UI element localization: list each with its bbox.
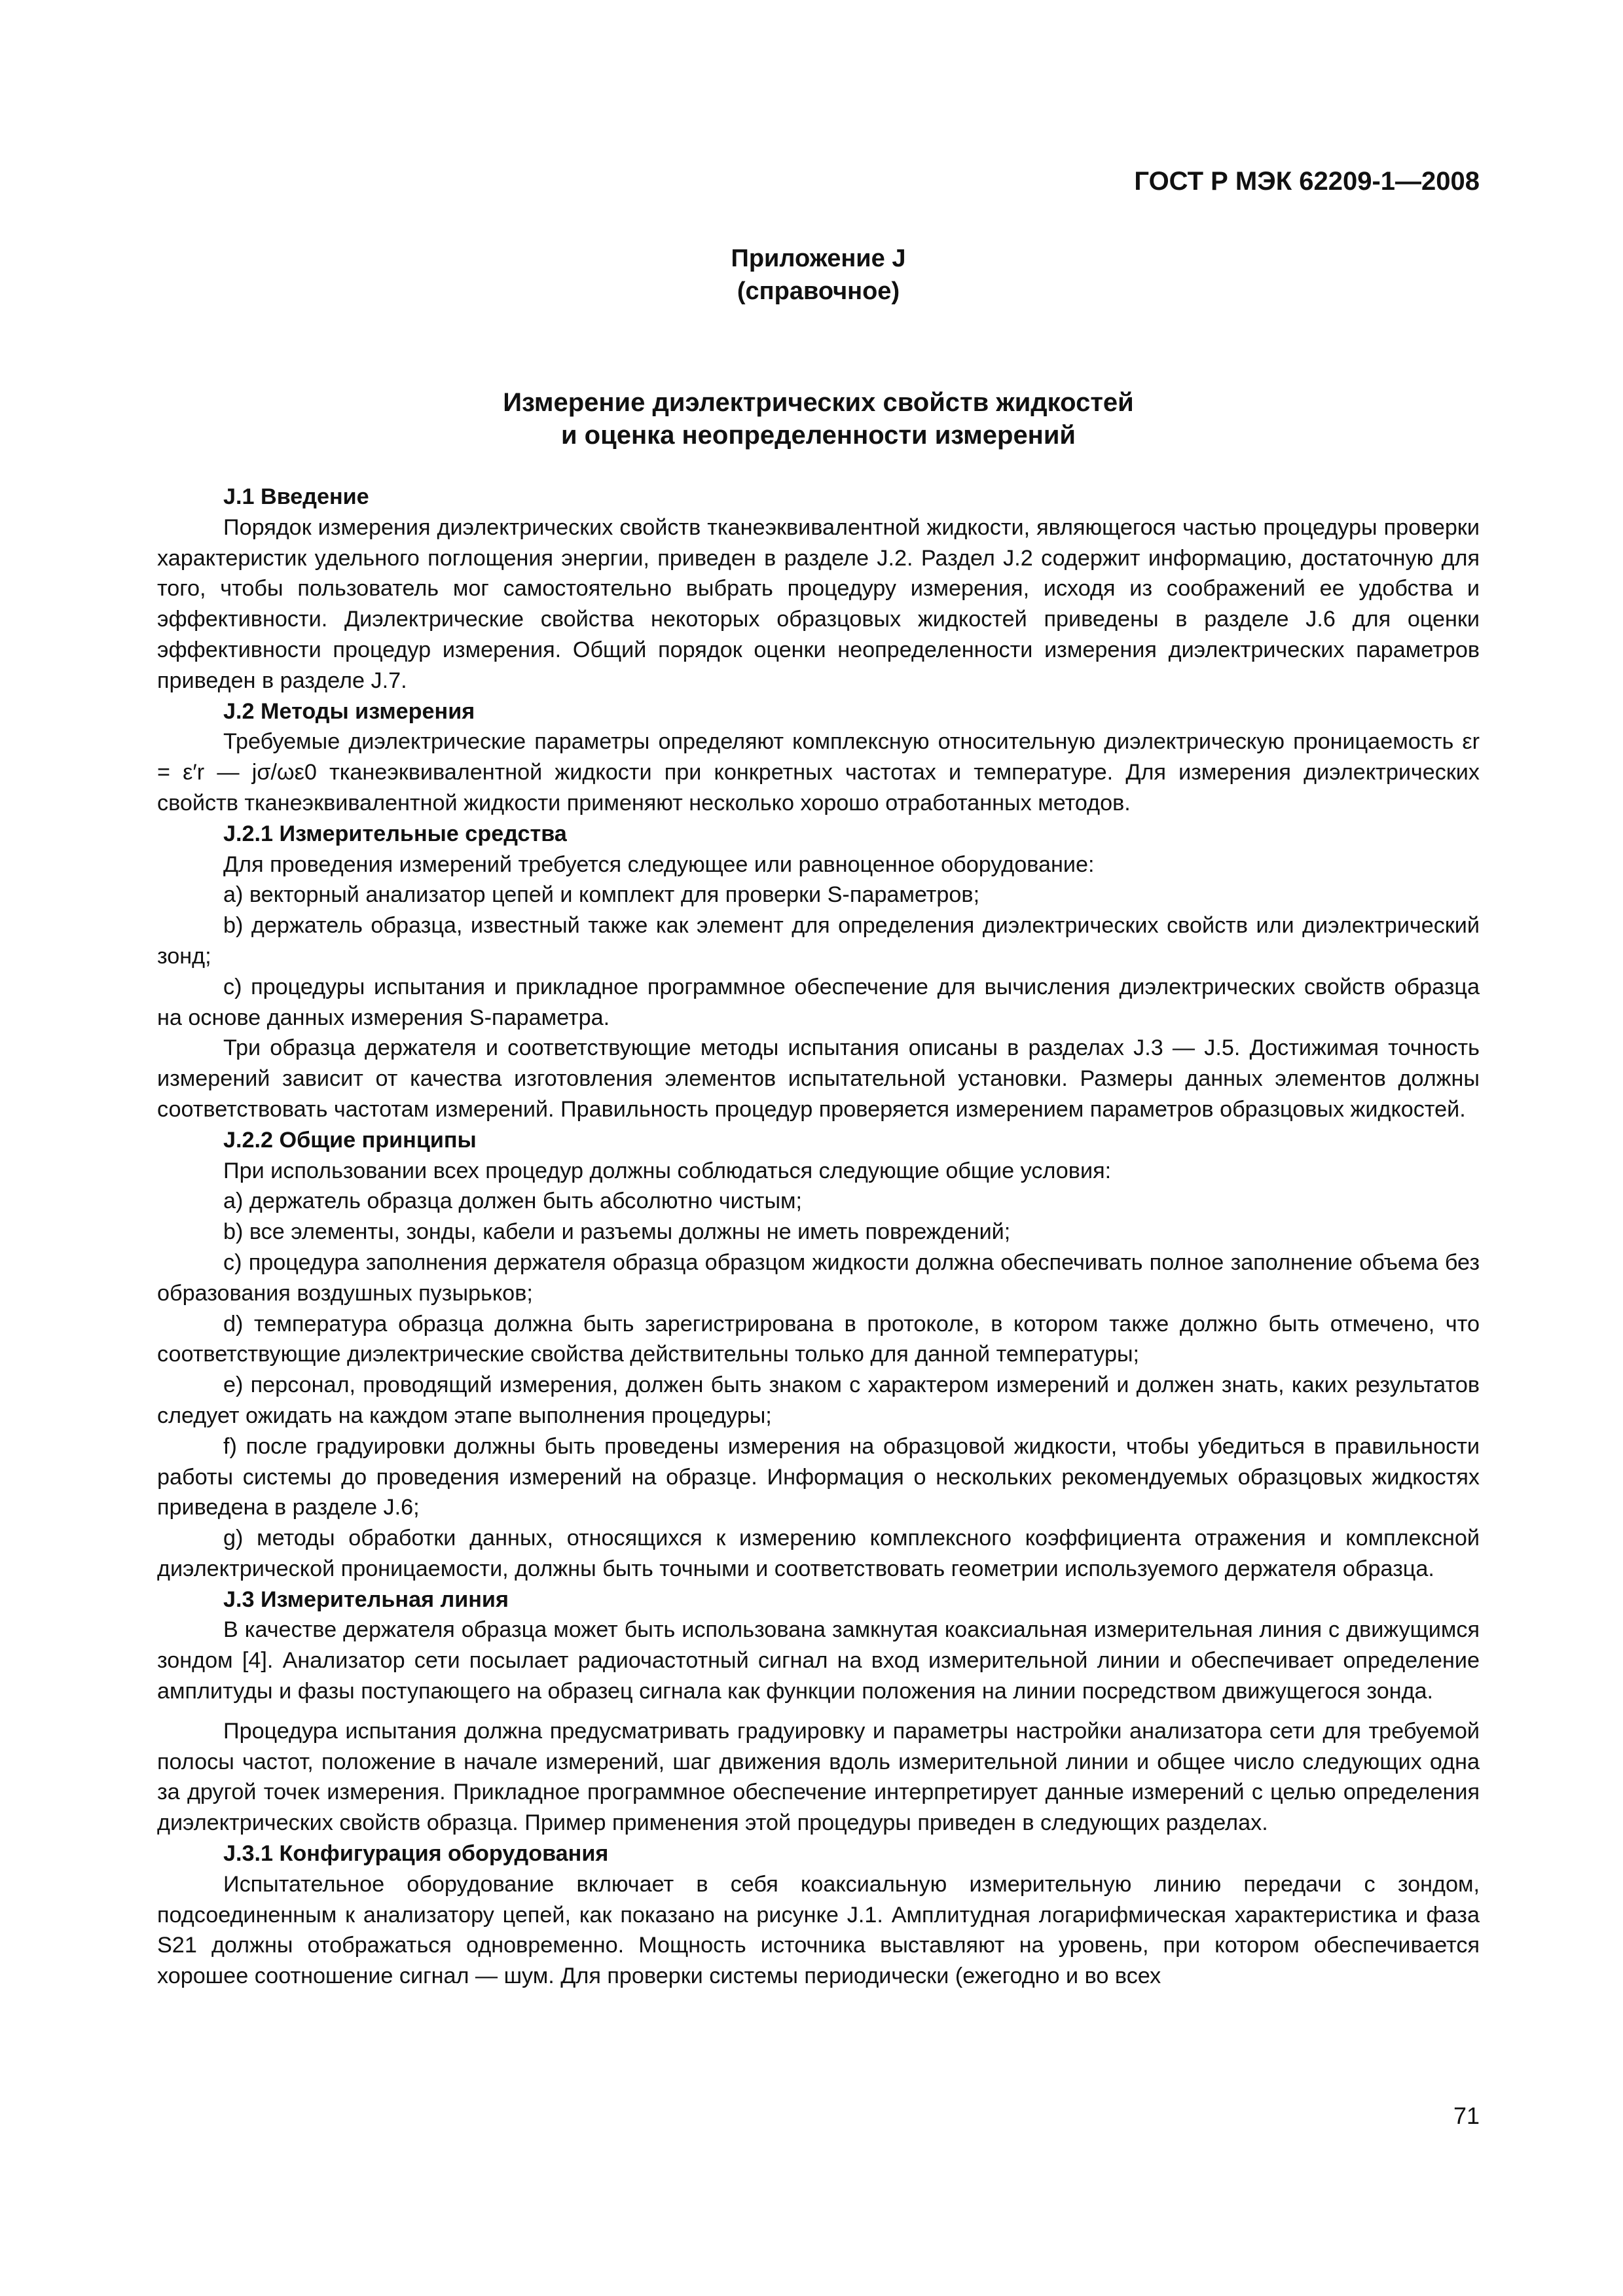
annex-heading-line-1: Измерение диэлектрических свойств жидкостей — [503, 388, 1134, 417]
section-heading-j21: J.2.1 Измерительные средства — [223, 821, 567, 846]
section-heading-j1: J.1 Введение — [223, 484, 369, 509]
annex-title: Приложение J — [731, 245, 906, 272]
paragraph-j22-conditions: При использовании всех процедур должны соблюдаться следующие общие условия: — [223, 1158, 1112, 1183]
paragraph-j21-equipment: Для проведения измерений требуется следующее или равноценное оборудование: — [223, 852, 1095, 877]
paragraph-j3-procedure: Процедура испытания должна предусматривать градуировку и параметры настройки анализатора сети для требуемой полосы частот, положение в начале измерений, шаг движения вдоль измерительной линии и общее число следующих одна за другой точек измерения. Прикладное программное обеспечение интерпретирует данные измерений с целью определения диэлектрических свойств образца. Пример применения этой процедуры приведен в следующих разделах. — [157, 1718, 1480, 1836]
section-heading-j2: J.2 Методы измерения — [223, 698, 475, 724]
list-item-j22-e: e) персонал, проводящий измерения, должен быть знаком с характером измерений и должен знать, каких результатов следует ожидать на каждом этапе выполнения процедуры; — [157, 1372, 1480, 1428]
list-item-j22-f: f) после градуировки должны быть проведены измерения на образцовой жидкости, чтобы убедиться в правильности работы системы до проведения измерений на образце. Информация о нескольких рекомендуемых образцовых жидкостях приведена в разделе J.6; — [157, 1433, 1480, 1520]
section-heading-j22: J.2.2 Общие принципы — [223, 1127, 477, 1153]
list-item-j22-b: b) все элементы, зонды, кабели и разъемы должны не иметь повреждений; — [223, 1219, 1011, 1245]
paragraph-j21-holders: Три образца держателя и соответствующие методы испытания описаны в разделах J.3 — J.5. Достижимая точность измерений зависит от качества изготовления элементов испытательной установки. Размеры данных элементов должны соответствовать частотам измерений. Правильность процедур проверяется измерением параметров образцовых жидкостей. — [157, 1035, 1480, 1122]
annex-status: (справочное) — [737, 278, 900, 305]
paragraph-j3-line: В качестве держателя образца может быть использована замкнутая коаксиальная измерительная линия с движущимся зондом [4]. Анализатор сети посылает радиочастотный сигнал на вход измерительной линии и обеспечивает определение амплитуды и фазы поступающего на образец сигнала как функции положения на линии посредством движущегося зонда. — [157, 1617, 1480, 1704]
document-code: ГОСТ Р МЭК 62209-1—2008 — [1134, 167, 1480, 196]
section-heading-j3: J.3 Измерительная линия — [223, 1587, 509, 1612]
list-item-j22-g: g) методы обработки данных, относящихся к измерению комплексного коэффициента отражения и комплексной диэлектрической проницаемости, должны быть точными и соответствовать геометрии используемого держателя образца. — [157, 1526, 1480, 1581]
list-item-j22-c: c) процедура заполнения держателя образца образцом жидкости должна обеспечивать полное заполнение объема без образования воздушных пузырьков; — [157, 1249, 1480, 1306]
list-item-j22-a: a) держатель образца должен быть абсолютно чистым; — [223, 1189, 803, 1214]
section-heading-j31: J.3.1 Конфигурация оборудования — [223, 1841, 609, 1867]
list-item-j21-c: c) процедуры испытания и прикладное программное обеспечение для вычисления диэлектрических свойств образца на основе данных измерения S-параметра. — [157, 974, 1480, 1030]
annex-heading — [157, 386, 1480, 452]
list-item-j21-a: a) векторный анализатор цепей и комплект для проверки S-параметров; — [223, 882, 980, 908]
annex-heading-line-2: и оценка неопределенности измерений — [560, 421, 1076, 450]
paragraph-j31-configuration: Испытательное оборудование включает в себя коаксиальную измерительную линию передачи с зондом, подсоединенным к анализатору цепей, как показано на рисунке J.1. Амплитудная логарифмическая характеристика и фаза S21 должны отображаться одновременно. Мощность источника выставляют на уровень, при котором обеспечивается хорошее соотношение сигнал — шум. Для проверки системы периодически (ежегодно и во всех — [157, 1871, 1480, 1989]
page-number: 71 — [1453, 2102, 1480, 2129]
document-body — [157, 482, 1480, 1992]
paragraph-j2-methods: Требуемые диэлектрические параметры определяют комплексную относительную диэлектрическую проницаемость εr = ε′r — jσ/ωε0 тканеэквивалентной жидкости при конкретных частотах и температуре. Для измерения диэлектрических свойств тканеэквивалентной жидкости применяют несколько хорошо отработанных методов. — [157, 729, 1480, 816]
annex-label — [157, 242, 1480, 308]
paragraph-j1-intro: Порядок измерения диэлектрических свойств тканеэквивалентной жидкости, являющегося частью процедуры проверки характеристик удельного поглощения энергии, приведен в разделе J.2. Раздел J.2 содержит информацию, достаточную для того, чтобы пользователь мог самостоятельно выбрать процедуру измерения, исходя из соображений ее удобства и эффективности. Диэлектрические свойства некоторых образцовых жидкостей приведены в разделе J.6 для оценки эффективности процедур измерения. Общий порядок оценки неопределенности измерения диэлектрических параметров приведен в разделе J.7. — [157, 514, 1480, 693]
list-item-j22-d: d) температура образца должна быть зарегистрирована в протоколе, в котором также должно быть отмечено, что соответствующие диэлектрические свойства действительны только для данной температуры; — [157, 1311, 1480, 1367]
list-item-j21-b: b) держатель образца, известный также как элемент для определения диэлектрических свойств или диэлектрический зонд; — [157, 913, 1480, 969]
